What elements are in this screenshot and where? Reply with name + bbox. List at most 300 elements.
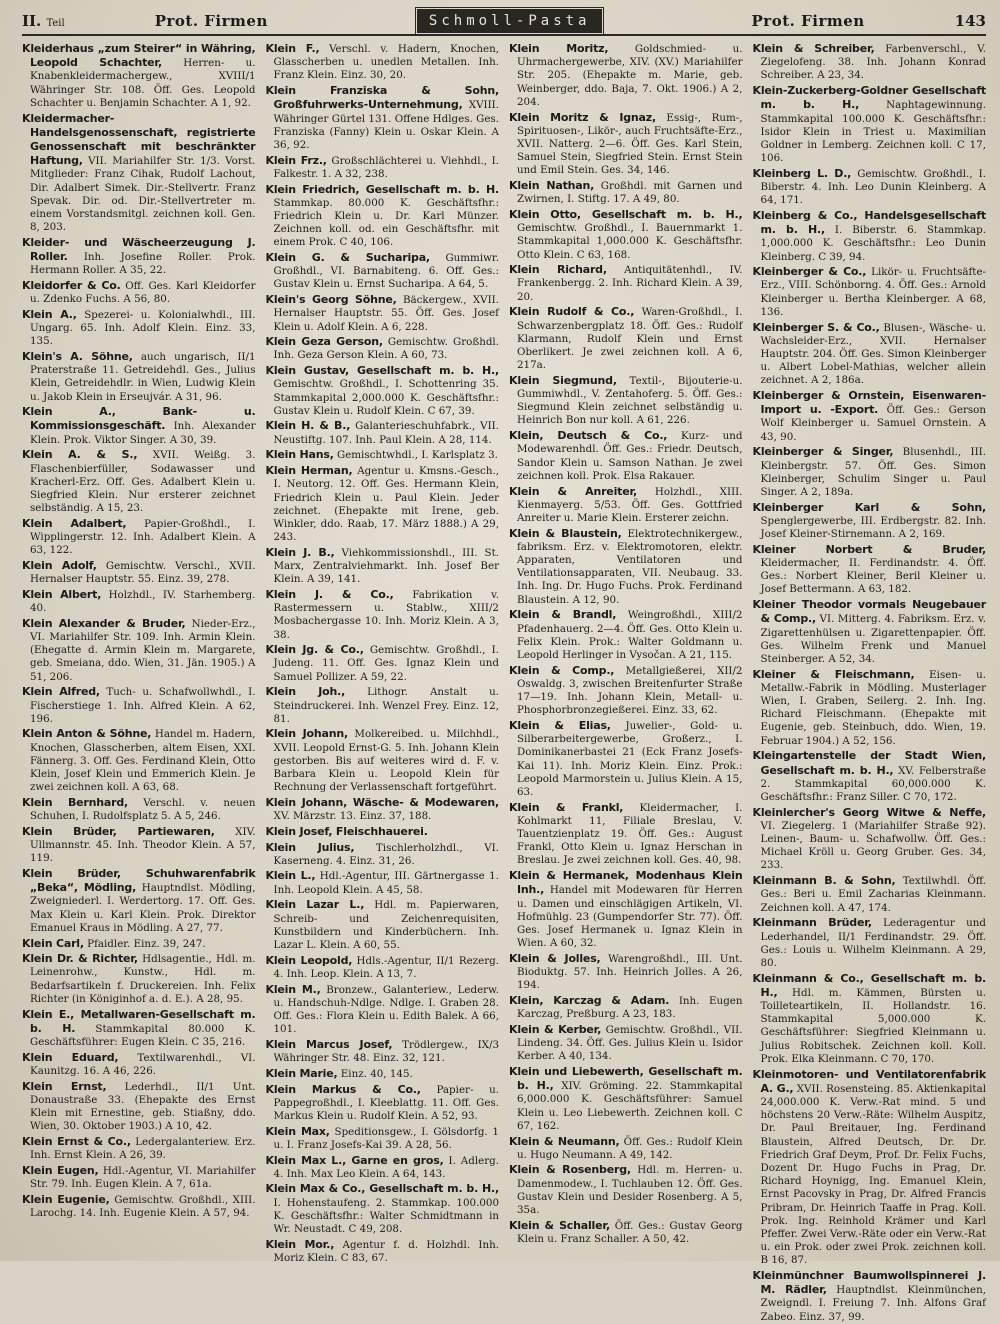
firm-name: Klein Marie, xyxy=(265,1066,338,1080)
entry-details: Blusen-, Wäsche- u. Wachsleider-Erz., XVII. Hernalser Hauptstr. 204. Öff. Ges. Simon Kleinberger u. Albert Lobel-Mathias, welcher allein zeichnet. A 2, 186a. xyxy=(760,321,986,387)
directory-entry xyxy=(509,608,743,662)
directory-entry xyxy=(22,236,256,278)
directory-entry xyxy=(753,1269,987,1324)
directory-entry xyxy=(753,916,987,970)
directory-entry xyxy=(509,1135,743,1162)
directory-entry xyxy=(753,42,987,83)
firm-name: Klein & Jolles, xyxy=(509,951,601,965)
firm-name: Klein Leopold, xyxy=(265,953,353,967)
directory-entry xyxy=(22,42,256,110)
firm-name: Klein Alexander & Bruder, xyxy=(22,616,186,630)
firm-name: Klein Josef, Fleischhauerei. xyxy=(265,824,428,838)
directory-entry xyxy=(22,796,256,823)
directory-entry xyxy=(509,869,743,950)
firm-name: Klein Rudolf & Co., xyxy=(509,305,635,319)
directory-entry xyxy=(266,685,500,726)
directory-entry xyxy=(509,374,743,428)
directory-entry xyxy=(266,42,500,83)
directory-entry xyxy=(509,527,743,607)
directory-entry xyxy=(266,335,500,362)
entry-details: Großhdl. mit Garnen und Zwirnen, I. Stiftg. 17. A 49, 80. xyxy=(517,180,743,206)
directory-entry xyxy=(22,112,256,235)
entry-details: Hdl. m. Kämmen, Bürsten u. Toilleteartikeln, II. Hollandstr. 16. Stammkapital 5,000.000 K. Geschäftsführer: Siegfried Kleinmann u. Julius Robitschek. Zeichnen koll. Koll. Prok. Elka Kleinmann. C 70, 170. xyxy=(760,986,986,1065)
firm-name: Klein & Blaustein, xyxy=(509,526,622,540)
page-number: 143 xyxy=(954,12,986,30)
entry-details: Hdl. m. Herren- u. Damenmodew., I. Tuchlauben 12. Öff. Ges. Gustav Klein und Desider Rosenberg. A 5, 35a. xyxy=(517,1164,743,1217)
firm-name: Klein Eduard, xyxy=(22,1050,119,1064)
page-header xyxy=(22,8,986,36)
firm-name: Kleinberger Karl & Sohn, xyxy=(752,500,986,514)
entry-details: Bronzew., Galanteriew., Lederw. u. Handschuh-Ndlge. Ndlge. I. Graben 28. Off. Ges.: Flora Klein u. Edith Balek. A 66, 101. xyxy=(273,983,499,1036)
directory-entry xyxy=(753,209,987,264)
entry-details: VI. Ziegelerg. 1 (Mariahilfer Straße 92). Leinen-, Baum- u. Schafwollw. Öff. Ges.: Michael Kröll u. Georg Gruber. Ges. 34, 233. xyxy=(760,819,986,872)
firm-name: Klein Markus & Co., xyxy=(265,1082,421,1096)
firm-name: Klein J. B., xyxy=(265,545,335,559)
entry-details: Essig-, Rum-, Spirituosen-, Likör-, auch Fruchtsäfte-Erz., XVII. Natterg. 2—6. Öff. Ges. Karl Stein, Samuel Stein, Siegfried Stein. Ernst Stein und Emil Stein. Ges. 34, 146. xyxy=(517,111,743,177)
entry-details: Kleidermacher, II. Ferdinandstr. 4. Öff. Ges.: Norbert Kleiner, Beril Kleiner u. Josef Bettermann. A 63, 182. xyxy=(760,557,986,596)
entry-details: Hdls.-Agentur, II/1 Rezerg. 4. Inh. Leop. Klein. A 13, 7. xyxy=(273,954,499,980)
directory-entry xyxy=(266,841,500,868)
firm-name: Kleinlercher's Georg Witwe & Neffe, xyxy=(752,805,986,819)
column-4 xyxy=(752,42,987,1323)
entry-details: XVII. Weißg. 3. Flaschenbierfüller, Sodawasser und Kracherl-Erz. Off. Ges. Adalbert Klein u. Siegfried Klein. Nur ersterer zeichnet selbständig. A 15, 23. xyxy=(30,449,256,515)
entry-details: Kleidermacher, I. Kohlmarkt 11, Filiale Breslau, V. Tauentzienplatz 19. Öff. Ges.: August Frankl, Otto Klein u. Ignaz Herschan in Breslau. Je zwei zeichnen koll. Ges. 40, 98. xyxy=(517,801,743,867)
firm-name: Kleinmann & Co., Gesellschaft m. b. H., xyxy=(752,971,986,999)
directory-entry xyxy=(22,588,256,615)
firm-name: Klein & Neumann, xyxy=(509,1134,620,1148)
directory-entry xyxy=(22,405,256,447)
entry-details: Papier-Großhdl., I. Wipplingerstr. 12. Inh. Adalbert Klein. A 63, 122. xyxy=(30,517,256,557)
directory-entry xyxy=(509,42,743,109)
firm-name: Klein Mor., xyxy=(265,1237,335,1251)
entry-details: Holzhdl., IV. Starhemberg. 40. xyxy=(30,588,256,615)
firm-name: Kleiderhaus „zum Steirer“ in Währing, Leopold Schachter, xyxy=(22,42,256,70)
entry-details: Kurz- und Modewarenhdl. Öff. Ges.: Friedr. Deutsch, Sandor Klein u. Samson Nathan. Je zwei zeichnen koll. Prok. Elsa Rakauer. xyxy=(517,430,743,482)
firm-name: Klein, Karczag & Adam. xyxy=(509,994,670,1008)
column-3 xyxy=(509,42,743,1257)
firm-name: Klein Brüder, Schuhwarenfabrik „Beka“, Mödling, xyxy=(22,866,256,895)
directory-entry xyxy=(22,1051,256,1078)
directory-entry xyxy=(266,1182,500,1236)
section-title-left: Prot. Firmen xyxy=(154,12,268,30)
entry-details: Gemischtw. Großhdl. Inh. Geza Gerson Klein. A 60, 73. xyxy=(273,336,499,362)
entry-details: Pfaidler. Einz. 39, 247. xyxy=(87,937,206,950)
directory-entry xyxy=(22,727,256,794)
entry-details: Gemischtw. Großhdl., I. Biberstr. 4. Inh. Leo Dunin Kleinberg. A 64, 171. xyxy=(760,167,986,207)
directory-entry xyxy=(266,727,500,794)
entry-details: Lithogr. Anstalt u. Steindruckerei. Inh. Wenzel Frey. Einz. 12, 81. xyxy=(273,686,499,725)
entry-details: Gemischtwhdl., I. Karlsplatz 3. xyxy=(336,449,498,462)
firm-name: Kleidorfer & Co. xyxy=(22,278,121,292)
firm-name: Klein Eugenie, xyxy=(22,1192,110,1206)
entry-details: XIV. Gröming. 22. Stammkapital 6,000.000 K. Geschäftsführer: Samuel Klein u. Leo Liebewerth. Zeichnen koll. C 67, 162. xyxy=(517,1080,743,1132)
columns-container xyxy=(22,42,987,1323)
firm-name: Klein A., Bank- u. Kommissionsgeschäft. xyxy=(22,405,256,433)
entry-details: Hauptndlst. Mödling, Zweigniederl. I. Werdertorg. 17. Off. Ges. Max Klein u. Karl Klein. Prok. Direktor Emanuel Kraus in Mödling. A 27, 77. xyxy=(30,882,256,934)
firm-name: Klein Herman, xyxy=(265,464,353,478)
directory-entry xyxy=(22,279,256,306)
firm-name: Klein A. & S., xyxy=(22,448,138,462)
firm-name: Klein Max L., Garne en gros, xyxy=(265,1153,444,1167)
directory-entry xyxy=(266,546,500,587)
entry-details: Stammkap. 80.000 K. Geschäftsfhr.: Friedrich Klein u. Dr. Karl Münzer. Zeichnen koll. od. ein Geschäftsfhr. mit einem Prok. C 40, 106. xyxy=(273,196,499,249)
entry-details: Speditionsgew., I. Gölsdorfg. 1 u. I. Franz Josefs-Kai 39. A 28, 56. xyxy=(273,1125,499,1151)
column-2 xyxy=(265,42,500,1264)
directory-entry xyxy=(266,464,500,544)
firm-name: Klein Adalbert, xyxy=(22,516,127,530)
firm-name: Klein & Kerber, xyxy=(509,1022,602,1036)
directory-entry xyxy=(509,664,743,718)
publisher-banner: Schmoll-Pasta xyxy=(417,9,603,33)
firm-name: Klein Moritz & Ignaz, xyxy=(509,110,656,124)
firm-name: Klein Eugen, xyxy=(22,1163,99,1177)
firm-name: Kleidermacher- Handelsgenossenschaft, registrierte Genossenschaft mit beschränkter Haftung, xyxy=(22,111,256,168)
firm-name: Klein Joh., xyxy=(265,685,346,699)
directory-entry xyxy=(753,668,987,748)
entry-details: Metallgießerei, XII/2 Oswaldg. 3, zwischen Breitenfurter Straße 17—19. Inh. Johann Klein, Metall- u. Phosphorbronzegießerei. Einz. 33, 62. xyxy=(517,664,743,717)
directory-entry xyxy=(266,364,500,418)
directory-entry xyxy=(753,806,987,873)
firm-name: Klein Johann, Wäsche- & Modewaren, xyxy=(265,795,499,809)
entry-details: Hdl.-Agentur, III. Gärtnergasse 1. Inh. Leopold Klein. A 45, 58. xyxy=(273,870,499,896)
firm-name: Klein Frz., xyxy=(265,153,327,167)
entry-details: I. Hohenstaufeng. 2. Stammkap. 100.000 K. Geschäftsfhr.: Walter Schmidtmann in Wr. Neustadt. C 49, 208. xyxy=(273,1196,499,1236)
directory-entry xyxy=(266,1038,500,1065)
firm-name: Klein Ernst & Co., xyxy=(22,1134,131,1148)
directory-entry xyxy=(22,937,256,951)
directory-entry xyxy=(22,1164,256,1191)
directory-entry xyxy=(753,389,987,444)
entry-details: Papier- u. Pappegroßhdl., I. Kleeblattg. 11. Off. Ges. Markus Klein u. Rudolf Klein. A 52, 93. xyxy=(273,1083,499,1122)
entry-details: Hauptndlst. Kleinmünchen, Zweigndl. I. Freiung 7. Inh. Alfons Graf Zabeo. Einz. 37, 99. xyxy=(760,1284,986,1323)
firm-name: Klein & Elias, xyxy=(509,718,611,732)
firm-name: Klein's Georg Söhne, xyxy=(265,293,397,307)
directory-entry xyxy=(509,1163,743,1217)
directory-entry xyxy=(753,543,987,597)
directory-entry xyxy=(509,1065,743,1133)
entry-details: Handel mit Modewaren für Herren u. Damen und einschlägigen Artikeln, VI. Hofmühlg. 23 (Gumpendorfer Str. 77). Öff. Ges. Josef Hermanek u. Ignaz Klein in Wien. A 60, 32. xyxy=(517,884,743,950)
entry-details: Off. Ges. Karl Kleidorfer u. Zdenko Fuchs. A 56, 80. xyxy=(30,279,256,306)
firm-name: Klein A., xyxy=(22,307,77,321)
entry-details: Inh. Alexander Klein. Prok. Viktor Singer. A 30, 39. xyxy=(30,420,256,446)
firm-name: Klein & Brandl, xyxy=(509,608,617,622)
directory-entry xyxy=(266,154,500,181)
firm-name: Klein's A. Söhne, xyxy=(22,349,133,363)
entry-details: I. Adlerg. 4. Inh. Max Leo Klein. A 64, 143. xyxy=(273,1154,499,1180)
entry-details: Gemischtw. Großhdl., XIII. Larochg. 14. Inh. Eugenie Klein. A 57, 94. xyxy=(30,1193,256,1219)
firm-name: Klein Max & Co., Gesellschaft m. b. H., xyxy=(265,1182,499,1196)
firm-name: Klein & Hermanek, Modenhaus Klein Inh., xyxy=(509,869,743,897)
directory-entry xyxy=(509,485,743,526)
entry-details: Handel m. Hadern, Knochen, Glasscherben, altem Eisen, XXI. Fännerg. 3. Off. Ges. Ferdinand Klein, Otto Klein, Josef Klein und Emmerich Klein. Je zwei zeichnen koll. A 63, 68. xyxy=(30,728,256,794)
firm-name: Klein Franziska & Sohn, Großfuhrwerks-Unternehmung, xyxy=(265,84,499,112)
directory-entry xyxy=(22,617,256,684)
firm-name: Kleinberg & Co., Handelsgesellschaft m. b. H., xyxy=(752,208,986,237)
entry-details: Fabrikation v. Rastermessern u. Stablw., XIII/2 Mosbachergasse 10. Inh. Moriz Klein. A 3, 38. xyxy=(273,588,499,641)
firm-name: Kleiner & Fleischmann, xyxy=(752,667,915,681)
directory-entry xyxy=(266,183,500,250)
entry-details: Blusenhdl., III. Kleinbergstr. 57. Öff. Ges. Simon Kleinberger, Schulim Singer u. Paul Singer. A 2, 189a. xyxy=(760,446,986,498)
firm-name: Kleinberger & Ornstein, Eisenwaren-Import u. -Export. xyxy=(752,389,986,417)
directory-entry xyxy=(22,867,256,935)
firm-name: Klein & Schaller, xyxy=(509,1218,610,1232)
header-right xyxy=(752,12,986,30)
directory-entry xyxy=(22,685,256,726)
entry-details: Einz. 40, 145. xyxy=(340,1067,413,1080)
entry-details: Eisen- u. Metallw.-Fabrik in Mödling. Musterlager Wien, I. Graben, Seilerg. 2. Inh. Ing. Richard Fleischmann. (Ehepakte mit Eugenie, geb. Steinbuch, ddo. Wien, 19. Februar 1904.) A 52, 156. xyxy=(760,668,986,747)
entry-details: Textilwhdl. Öff. Ges.: Beri u. Emil Zacharias Kleinmann. Zeichnen koll. A 47, 174. xyxy=(760,875,986,914)
directory-entry xyxy=(753,749,987,804)
directory-entry xyxy=(509,208,743,262)
firm-name: Kleinberg L. D., xyxy=(752,166,852,180)
firm-name: Klein & Anreiter, xyxy=(509,484,638,498)
entry-details: XVIII. Währinger Gürtel 131. Offene Hdlges. Ges. Franziska (Fanny) Klein u. Oskar Klein. A 36, 92. xyxy=(273,99,499,151)
firm-name: Klein & Rosenberg, xyxy=(509,1163,631,1177)
directory-entry xyxy=(266,796,500,823)
entry-details: Warengroßhdl., III. Unt. Bioduktg. 57. Inh. Heinrich Jolles. A 26, 194. xyxy=(517,952,743,992)
entry-details: Stammkapital 80.000 K. Geschäftsführer: Eugen Klein. C 35, 216. xyxy=(30,1022,256,1048)
entry-details: Inh. Eugen Karczag, Preßburg. A 23, 183. xyxy=(517,995,743,1021)
header-left xyxy=(22,12,268,30)
directory-entry xyxy=(753,321,987,388)
firm-name: Klein F., xyxy=(265,42,320,55)
directory-entry xyxy=(753,84,987,165)
directory-entry xyxy=(22,559,256,586)
directory-entry xyxy=(753,501,987,542)
directory-entry xyxy=(266,1083,500,1124)
directory-entry xyxy=(753,874,987,915)
entry-details: VII. Mariahilfer Str. 1/3. Vorst. Mitglieder: Franz Cihak, Rudolf Lachout, Dir. Adalbert Simek. Dir.-Stellvertr. Franz Spevak. Dir. od. Dir.-Stellvertreter m. einem Vorstandsmitgl. zeichnen koll. Gen. 8, 203. xyxy=(30,155,256,234)
firm-name: Klein & Comp., xyxy=(509,663,615,677)
directory-entry xyxy=(266,84,500,152)
directory-entry xyxy=(266,825,500,839)
entry-details: Holzhdl., XIII. Kienmayerg. 5/53. Öff. Ges. Gottfried Anreiter u. Marie Klein. Ersterer zeichn. xyxy=(517,485,743,524)
firm-name: Klein Friedrich, Gesellschaft m. b. H. xyxy=(265,182,499,196)
firm-name: Klein Carl, xyxy=(22,936,84,950)
column-1 xyxy=(22,42,256,1257)
directory-entry xyxy=(509,263,743,304)
directory-entry xyxy=(22,350,256,404)
firm-name: Klein H. & B., xyxy=(265,419,351,433)
firm-name: Kleinmotoren- und Ventilatorenfabrik A. G., xyxy=(752,1067,986,1095)
entry-details: Hdl.-Agentur, VI. Mariahilfer Str. 79. Inh. Eugen Klein. A 7, 61a. xyxy=(30,1164,256,1190)
entry-details: Antiquitätenhdl., IV. Frankenbergg. 2. Inh. Richard Klein. A 39, 20. xyxy=(517,264,743,303)
entry-details: VI. Mitterg. 4. Fabriksm. Erz. v. Zigarettenhülsen u. Zigarettenpapier. Öff. Ges. Wilhelm Frenk und Manuel Steinberger. A 52, 34. xyxy=(760,613,986,665)
entry-details: Hdlsagentie., Hdl. m. Leinenrohw., Kunstw., Hdl. m. Bedarfsartikeln f. Druckereien. Inh. Felix Richter (in Königinhof a. d. E.). A 28, 95. xyxy=(30,953,256,1005)
firm-name: Klein Geza Gerson, xyxy=(265,335,383,349)
firm-name: Klein, Deutsch & Co., xyxy=(509,429,668,443)
firm-name: Klein Siegmund, xyxy=(509,373,617,387)
firm-name: Klein Alfred, xyxy=(22,685,100,699)
directory-entry xyxy=(509,179,743,206)
entry-details: Öff. Ges.: Gerson Wolf Kleinberger u. Samuel Ornstein. A 43, 90. xyxy=(760,404,986,443)
entry-details: Gemischtw. Großhdl., I. Judeng. 11. Off. Ges. Ignaz Klein und Samuel Pollizer. A 59, 22. xyxy=(273,644,499,683)
entry-details: Gemischtw. Großhdl., I. Schottenring 35. Stammkapital 2,000.000 K. Geschäftsfhr.: Gustav Klein u. Rudolf Klein. C 67, 39. xyxy=(273,378,499,417)
firm-name: Kleinmann B. & Sohn, xyxy=(752,874,896,888)
firm-name: Klein Johann, xyxy=(265,727,348,741)
firm-name: Klein Dr. & Richter, xyxy=(22,952,138,966)
entry-details: Öff. Ges.: Rudolf Klein u. Hugo Neumann. A 49, 142. xyxy=(517,1135,743,1161)
directory-entry xyxy=(509,429,743,483)
directory-entry xyxy=(22,1080,256,1134)
entry-details: Ledergalanteriew. Erz. Inh. Ernst Klein. A 26, 39. xyxy=(30,1135,256,1162)
entry-details: Agentur u. Kmsns.-Gesch., I. Neutorg. 12. Off. Ges. Hermann Klein, Friedrich Klein u. Paul Klein. Jeder zeichnet. (Ehepakte mit Irene, geb. Winkler, ddo. Raab, 17. März 1888.) A 29, 243. xyxy=(273,465,499,544)
entry-details: Herren- u. Knabenkleidermachergew., XVIII/1 Währinger Str. 108. Öff. Ges. Leopold Schachter u. Benjamin Schachter. A 1, 92. xyxy=(30,57,256,109)
directory-entry xyxy=(753,265,987,319)
entry-details: Farbenverschl., V. Ziegelofeng. 38. Inh. Johann Konrad Schreiber. A 23, 34. xyxy=(760,43,986,82)
entry-details: Gummiwr. Großhdl., VI. Barnabiteng. 6. Off. Ges.: Gustav Klein u. Ernst Sucharipa. A 64, 5. xyxy=(273,252,499,291)
directory-entry xyxy=(509,952,743,993)
firm-name: Klein & Frankl, xyxy=(509,800,624,814)
firm-name: Kleider- und Wäscheerzeugung J. Roller. xyxy=(22,235,256,264)
firm-name: Klein Jg. & Co., xyxy=(265,643,364,657)
entry-details: Elektrotechnikergew., fabriksm. Erz. v. Elektromotoren, elektr. Apparaten, Ventilatoren und Ventilationsapparaten, VII. Neubaug. 33. Inh. Ing. Dr. Hugo Fuchs. Prok. Ferdinand Blaustein. A 12, 90. xyxy=(517,527,743,606)
directory-entry xyxy=(266,1125,500,1152)
entry-details: Inh. Josefine Roller. Prok. Hermann Roller. A 35, 22. xyxy=(30,251,256,277)
firm-name: Klein Moritz, xyxy=(509,42,609,55)
section-title-right: Prot. Firmen xyxy=(751,12,865,30)
firm-name: Kleiner Theodor vormals Neugebauer & Comp., xyxy=(752,598,986,626)
volume-label: II. Teil xyxy=(22,12,65,30)
entry-details: XVII. Rosensteing. 85. Aktienkapital 24,000.000 K. Verw.-Rat mind. 5 und höchstens 20 Verw.-Räte: Wilhelm Auspitz, Dr. Paul Breitauer, Ing. Ferdinand Blaustein, Alfred Deutsch, Dr. Dr. Friedrich Graf Deym, Prof. Dr. Felix Fuchs, Dozent Dr. Hugo Fuchs in Prag, Dr. Richard Hoynigg, Ing. Emanuel Klein, Ernst Pacovsky in Prag, Dr. Alfred Francis Pribram, Dr. Heinrich Taaffe in Prag. Koll. Prok. Ing. Reinhold Krämer und Karl Pfeffer. Zwei Verw.-Räte oder ein Verw.-Rat u. ein Prok. oder zwei Prok. zeichnen koll. B 16, 87. xyxy=(760,1082,987,1267)
directory-entry xyxy=(753,1068,987,1268)
directory-entry xyxy=(266,419,500,446)
directory-entry xyxy=(753,598,987,666)
entry-details: XV. Felberstraße 2. Stammkapital 60,000.000 K. Geschäftsfhr.: Franz Siller. C 70, 172. xyxy=(760,764,987,803)
directory-entry xyxy=(266,1154,500,1181)
firm-name: Klein Richard, xyxy=(509,263,607,277)
directory-entry xyxy=(22,1008,256,1050)
firm-name: Kleingartenstelle der Stadt Wien, Gesellschaft m. b. H., xyxy=(752,749,986,777)
entry-details: Tischlerholzhdl., VI. Kaserneng. 4. Einz. 31, 26. xyxy=(273,841,499,867)
entry-details: I. Biberstr. 6. Stammkap. 1,000.000 K. Geschäftsfhr.: Leo Dunin Kleinberg. C 39, 94. xyxy=(760,224,986,263)
entry-details: Öff. Ges.: Gustav Georg Klein u. Franz Schaller. A 50, 42. xyxy=(517,1219,743,1245)
firm-name: Klein L., xyxy=(265,869,316,883)
directory-entry xyxy=(509,1219,743,1246)
firm-name: Klein Nathan, xyxy=(509,179,595,193)
entry-details: Lederagentur und Lederhandel, II/1 Ferdinandstr. 29. Öff. Ges.: Louis u. Wilhelm Kleinmann. A 29, 80. xyxy=(760,917,986,969)
firm-name: Klein G. & Sucharipa, xyxy=(265,251,430,265)
directory-entry xyxy=(509,801,743,868)
directory-entry xyxy=(266,643,500,684)
firm-name: Kleinmann Brüder, xyxy=(752,916,872,930)
firm-name: Klein Julius, xyxy=(265,840,355,854)
firm-name: Klein Anton & Söhne, xyxy=(22,727,152,741)
directory-entry xyxy=(509,1023,743,1064)
entry-details: Gemischtw. Verschl., XVII. Hernalser Hauptstr. 55. Einz. 39, 278. xyxy=(30,560,256,586)
directory-entry xyxy=(266,869,500,896)
firm-name: Klein Gustav, Gesellschaft m. b. H., xyxy=(265,364,499,378)
firm-name: Klein Hans, xyxy=(265,448,334,462)
entry-details: Likör- u. Fruchtsäfte-Erz., VIII. Schönborng. 4. Öff. Ges.: Arnold Kleinberger u. Bertha Kleinberger. A 68, 136. xyxy=(760,266,987,318)
firm-name: Klein und Liebewerth, Gesellschaft m. b. H., xyxy=(509,1065,743,1093)
firm-name: Klein J. & Co., xyxy=(265,587,394,601)
directory-entry xyxy=(266,293,500,334)
firm-name: Klein Marcus Josef, xyxy=(265,1037,393,1051)
directory-entry xyxy=(266,588,500,642)
directory-entry xyxy=(753,445,987,499)
entry-details: Naphtagewinnung. Stammkapital 100.000 K. Geschäftsfhr.: Isidor Klein in Triest u. Maximilian Goldner in Lemberg. Zeichnen koll. C 17, 106. xyxy=(760,99,986,165)
directory-entry xyxy=(266,448,500,462)
firm-name: Kleinberger & Singer, xyxy=(752,445,894,459)
entry-details: Gemischtw. Großhdl., VII. Lindeng. 34. Öff. Ges. Julius Klein u. Isidor Kerber. A 40, 134. xyxy=(517,1023,743,1063)
entry-details: Spezerei- u. Kolonialwhdl., III. Ungarg. 65. Inh. Adolf Klein. Einz. 33, 135. xyxy=(30,308,256,348)
firm-name: Klein & Schreiber, xyxy=(752,42,875,55)
directory-entry xyxy=(266,251,500,292)
entry-details: Trödlergew., IX/3 Währinger Str. 48. Einz. 32, 121. xyxy=(273,1038,499,1065)
directory-entry xyxy=(22,448,256,515)
entry-details: XIV. Ullmannstr. 45. Inh. Theodor Klein. A 57, 119. xyxy=(30,825,256,865)
firm-name: Klein Albert, xyxy=(22,587,102,601)
directory-entry xyxy=(22,1193,256,1220)
entry-details: auch ungarisch, II/1 Praterstraße 11. Getreidehdl. Ges., Julius Klein, Getreidehdlr. in Wien, Ludwig Klein u. Jakob Klein in Erseujvár. A 31, 96. xyxy=(30,350,256,403)
entry-details: Weingroßhdl., XIII/2 Pfadenhauerg. 2—4. Öff. Ges. Otto Klein u. Felix Klein. Prok.: Walter Goldmann u. Leopold Herlinger in Vysočan. A 21, 115. xyxy=(517,609,743,661)
directory-entry xyxy=(22,517,256,558)
directory-entry xyxy=(266,954,500,981)
entry-details: Galanterieschuhfabrk., VII. Neustiftg. 107. Inh. Paul Klein. A 28, 114. xyxy=(273,420,500,446)
entry-details: Goldschmied- u. Uhrmachergewerbe, XIV. (XV.) Mariahilfer Str. 205. (Ehepakte m. Marie, geb. Weinberger, ddo. Baja, 7. Okt. 1906.) A 2, 204. xyxy=(517,43,743,108)
entry-details: Textilwarenhdl., VI. Kaunitzg. 16. A 46, 226. xyxy=(30,1051,256,1077)
firm-name: Kleiner Norbert & Bruder, xyxy=(752,542,986,556)
directory-entry xyxy=(753,972,987,1066)
entry-details: Großschlächterei u. Viehhdl., I. Falkestr. 1. A 32, 238. xyxy=(273,154,499,180)
directory-entry xyxy=(509,111,743,178)
entry-details: Gemischtw. Großhdl., I. Bauernmarkt 1. Stammkapital 1,000.000 K. Geschäftsfhr. Otto Klein. C 63, 168. xyxy=(517,222,743,261)
firm-name: Klein Brüder, Partiewaren, xyxy=(22,824,215,838)
directory-entry xyxy=(753,167,987,208)
firm-name: Klein Otto, Gesellschaft m. b. H., xyxy=(509,207,743,221)
directory-entry xyxy=(22,308,256,349)
firm-name: Klein Ernst, xyxy=(22,1079,107,1093)
entry-details: Nieder-Erz., VI. Mariahilfer Str. 109. Inh. Armin Klein. (Ehegatte d. Armin Klein m. Margarete, geb. Smeiana, ddo. Wien, 31. Jän. 1905.) A 51, 206. xyxy=(30,617,256,683)
entry-details: Textil-, Bijouterie-u. Gummiwhdl., V. Zentahoferg. 5. Öff. Ges.: Siegmund Klein zeichnet selbständig u. Heinrich Bon nur koll. A 61, 226. xyxy=(517,374,743,427)
entry-details: Waren-Großhdl., I. Schwarzenbergplatz 18. Öff. Ges.: Rudolf Klarmann, Rudolf Klein und Ernst Oberlikert. Je zwei zeichnen koll. A 6, 217a. xyxy=(517,306,743,372)
entry-details: Bäckergew., XVII. Hernalser Hauptstr. 55. Öff. Ges. Josef Klein u. Adolf Klein. A 6, 228. xyxy=(273,294,499,333)
directory-entry xyxy=(22,825,256,866)
directory-entry xyxy=(22,952,256,1006)
directory-entry xyxy=(266,1067,500,1081)
entry-details: Tuch- u. Schafwollwhdl., I. Fischerstiege 1. Inh. Alfred Klein. A 62, 196. xyxy=(30,686,256,725)
entry-details: Molkereibed. u. Milchhdl., XVII. Leopold Ernst-G. 5. Inh. Johann Klein gestorben. Bis auf weiteres wird d. F. v. Barbara Klein u. Leopold Klein für Rechnung der Verlassenschaft fortgeführt. xyxy=(273,728,499,794)
directory-entry xyxy=(266,1238,500,1265)
entry-details: Verschl. v. Hadern, Knochen, Glasscherben u. unedlen Metallen. Inh. Franz Klein. Einz. 30, 20. xyxy=(273,43,499,82)
entry-details: Viehkommissionshdl., III. St. Marx, Zentralviehmarkt. Inh. Josef Ber Klein. A 39, 141. xyxy=(273,546,499,586)
firm-name: Klein M., xyxy=(265,982,321,996)
directory-entry xyxy=(266,898,500,952)
firm-name: Klein Adolf, xyxy=(22,559,97,573)
entry-details: Verschl. v. neuen Schuhen, I. Rudolfsplatz 5. A 5, 246. xyxy=(30,796,256,823)
firm-name: Klein E., Metallwaren-Gesellschaft m. b. H. xyxy=(22,1007,256,1035)
entry-details: Agentur f. d. Holzhdl. Inh. Moriz Klein. C 83, 67. xyxy=(273,1238,499,1264)
firm-name: Klein Bernhard, xyxy=(22,795,128,809)
volume-sub-label: Teil xyxy=(46,18,65,29)
firm-name: Klein Max, xyxy=(265,1124,330,1138)
directory-entry xyxy=(509,719,743,799)
directory-entry xyxy=(509,994,743,1021)
firm-name: Kleinberger & Co., xyxy=(752,265,867,279)
entry-details: Spenglergewerbe, III. Erdbergstr. 82. Inh. Josef Kleiner-Stirnemann. A 2, 169. xyxy=(760,514,986,541)
entry-details: Lederhdl., II/1 Unt. Donaustraße 33. (Ehepakte des Ernst Klein mit Ernestine, geb. Stiaßny, ddo. Wien, 30. Oktober 1903.) A 10, 42. xyxy=(30,1080,256,1133)
firm-name: Klein Lazar L., xyxy=(265,898,365,912)
firm-name: Kleinberger S. & Co., xyxy=(752,320,880,334)
entry-details: XV. Märzstr. 13. Einz. 37, 188. xyxy=(273,810,432,823)
firm-name: Klein-Zuckerberg-Goldner Gesellschaft m. b. H., xyxy=(752,84,986,112)
directory-entry xyxy=(509,305,743,372)
directory-entry xyxy=(22,1135,256,1162)
entry-details: Juwelier-, Gold- u. Silberarbeitergewerbe, Großerz., I. Dominikanerbastei 21 (Eck Franz Josefs-Kai 11). Inh. Moriz Klein. Einz. Prok.: Leopold Marmorstein u. Julius Klein. A 15, 63. xyxy=(517,719,743,798)
firm-name: Kleinmünchner Baumwollspinnerei J. M. Rädler, xyxy=(752,1269,986,1297)
directory-entry xyxy=(266,983,500,1037)
